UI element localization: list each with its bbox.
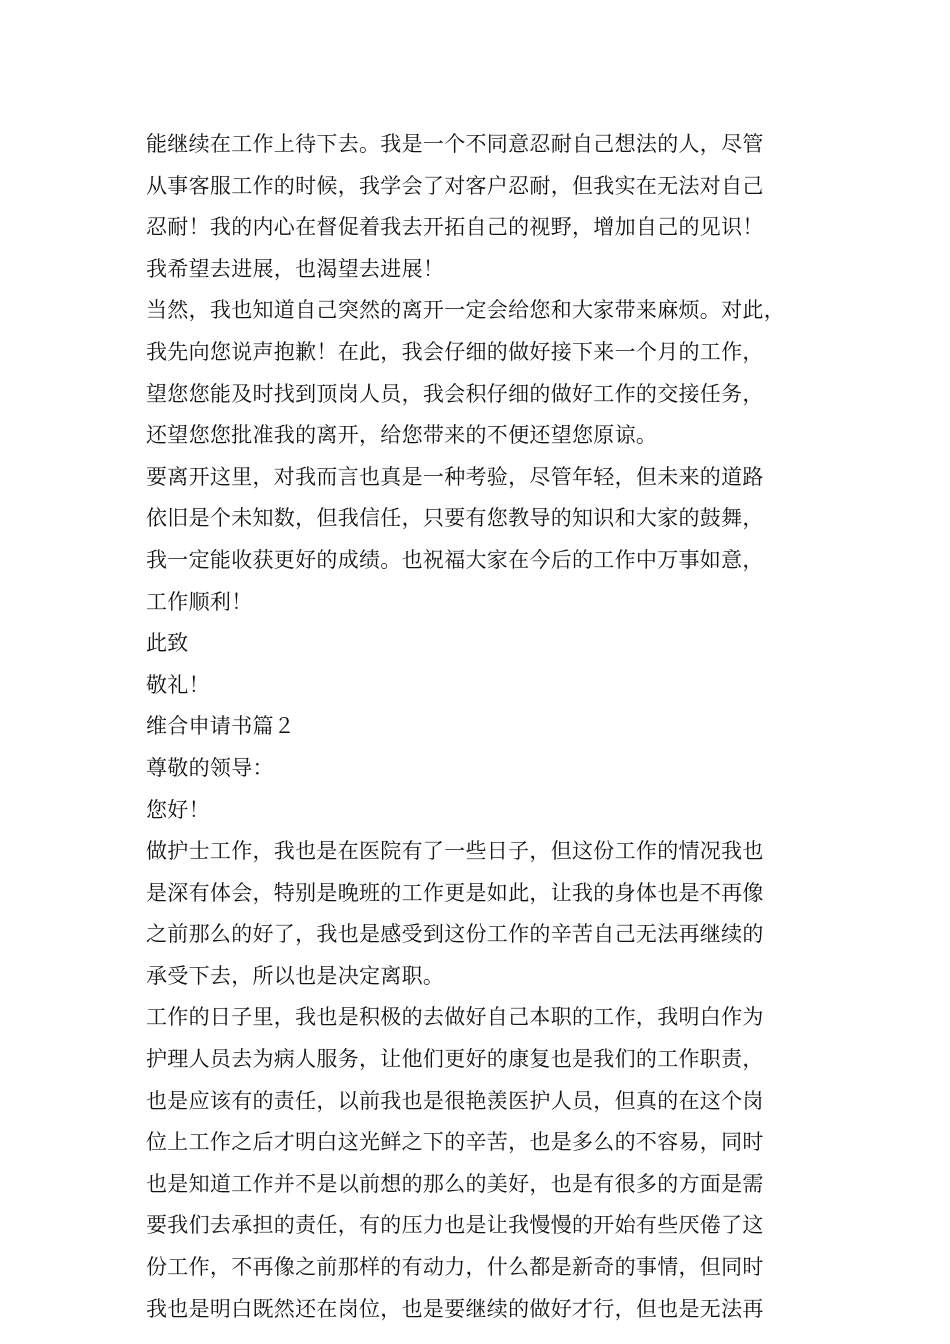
text-line: 护理人员去为病人服务，让他们更好的康复也是我们的工作职责， xyxy=(146,1047,764,1072)
document-body xyxy=(146,124,826,1330)
section-heading: 维合申请书篇２ xyxy=(146,714,296,739)
salutation-line: 尊敬的领导： xyxy=(146,755,274,780)
text-line: 要离开这里，对我而言也真是一种考验，尽管年轻，但未来的道路 xyxy=(146,464,764,489)
text-line: 我希望去进展，也渴望去进展！ xyxy=(146,256,445,281)
text-line: 也是知道工作并不是以前想的那么的美好，也是有很多的方面是需 xyxy=(146,1171,764,1196)
text-line: 我先向您说声抱歉！在此，我会仔细的做好接下来一个月的工作， xyxy=(146,339,764,364)
text-line: 要我们去承担的责任，有的压力也是让我慢慢的开始有些厌倦了这 xyxy=(146,1213,764,1238)
text-line: 工作的日子里，我也是积极的去做好自己本职的工作，我明白作为 xyxy=(146,1005,764,1030)
closing-line: 敬礼！ xyxy=(146,672,210,697)
text-line: 做护士工作，我也是在医院有了一些日子，但这份工作的情况我也 xyxy=(146,839,764,864)
text-line: 承受下去，所以也是决定离职。 xyxy=(146,963,445,988)
text-line: 当然，我也知道自己突然的离开一定会给您和大家带来麻烦。对此， xyxy=(146,298,785,323)
text-line: 从事客服工作的时候，我学会了对客户忍耐，但我实在无法对自己 xyxy=(146,173,764,198)
closing-line: 此致 xyxy=(146,631,189,656)
text-line: 能继续在工作上待下去。我是一个不同意忍耐自己想法的人，尽管 xyxy=(146,132,764,156)
text-line: 也是应该有的责任，以前我也是很艳羡医护人员，但真的在这个岗 xyxy=(146,1088,764,1113)
text-line: 望您您能及时找到顶岗人员，我会积仔细的做好工作的交接任务， xyxy=(146,381,764,406)
text-line: 我也是明白既然还在岗位，也是要继续的做好才行，但也是无法再 xyxy=(146,1296,764,1321)
text-line: 之前那么的好了，我也是感受到这份工作的辛苦自己无法再继续的 xyxy=(146,922,764,947)
text-line: 份工作，不再像之前那样的有动力，什么都是新奇的事情，但同时 xyxy=(146,1255,764,1280)
text-line: 依旧是个未知数，但我信任，只要有您教导的知识和大家的鼓舞， xyxy=(146,506,764,531)
greeting-line: 您好！ xyxy=(146,797,210,822)
text-line: 还望您您批准我的离开，给您带来的不便还望您原谅。 xyxy=(146,423,658,448)
text-line: 我一定能收获更好的成绩。也祝福大家在今后的工作中万事如意， xyxy=(146,547,764,572)
text-line: 位上工作之后才明白这光鲜之下的辛苦，也是多么的不容易，同时 xyxy=(146,1130,764,1155)
text-line: 是深有体会，特别是晚班的工作更是如此，让我的身体也是不再像 xyxy=(146,880,764,905)
text-line: 忍耐！我的内心在督促着我去开拓自己的视野，增加自己的见识！ xyxy=(146,215,764,240)
text-line: 工作顺利！ xyxy=(146,589,253,614)
